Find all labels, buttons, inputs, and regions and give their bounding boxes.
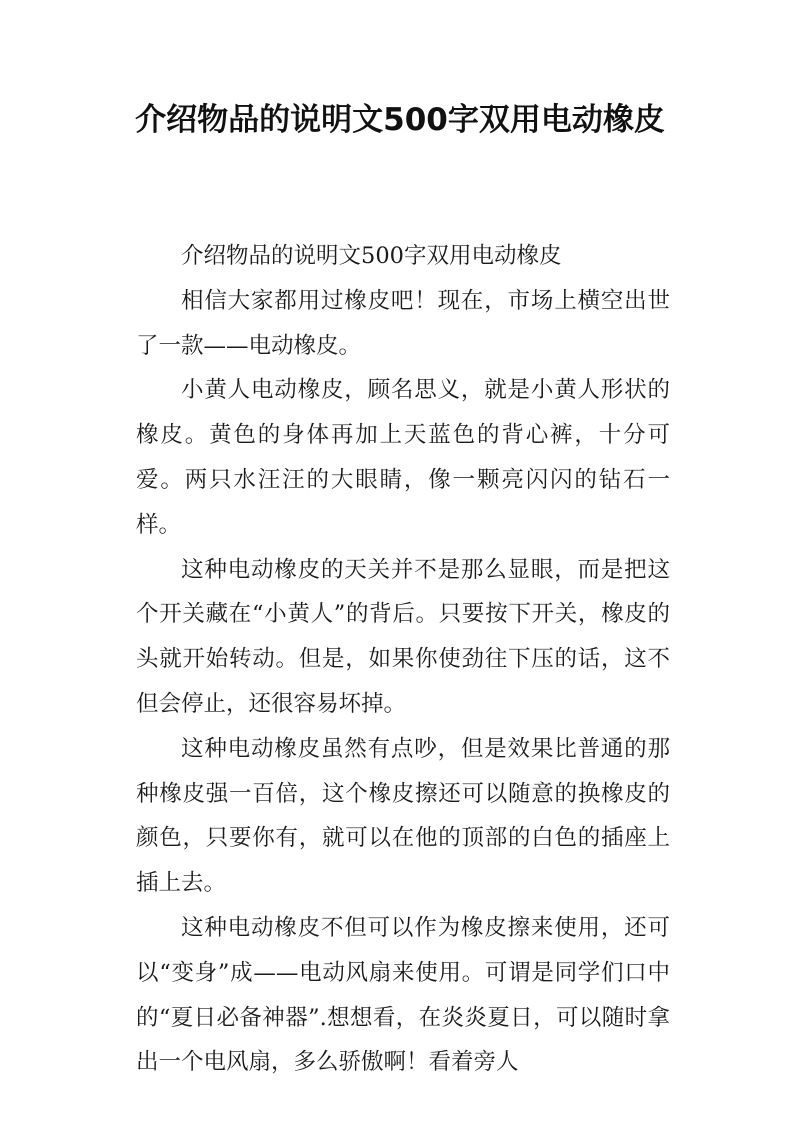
paragraph: 这种电动橡皮虽然有点吵，但是效果比普通的那种橡皮强一百倍，这个橡皮擦还可以随意的换橡皮的颜色，只要你有，就可以在他的顶部的白色的插座上插上去。	[136, 735, 670, 897]
paragraph: 介绍物品的说明文500字双用电动橡皮	[181, 243, 562, 269]
paragraph: 这种电动橡皮的天关并不是那么显眼，而是把这个开关藏在“小黄人”的背后。只要按下开关，橡皮的头就开始转动。但是，如果你使劲往下压的话，这不但会停止，还很容易坏掉。	[136, 556, 670, 717]
paragraph: 小黄人电动橡皮，顾名思义，就是小黄人形状的橡皮。黄色的身体再加上天蓝色的背心裤，十分可爱。两只水汪汪的大眼睛，像一颗亮闪闪的钻石一样。	[136, 377, 670, 538]
document-title: 介绍物品的说明文500字双用电动橡皮	[135, 102, 665, 138]
paragraph: 这种电动橡皮不但可以作为橡皮擦来使用，还可以“变身”成——电动风扇来使用。可谓是同学们口中的“夏日必备神器”.想想看，在炎炎夏日，可以随时拿出一个电风扇，多么骄傲啊！看着旁人	[136, 914, 670, 1076]
paragraph: 相信大家都用过橡皮吧！现在，市场上横空出世了一款——电动橡皮。	[136, 287, 670, 359]
document-body	[136, 234, 670, 1085]
